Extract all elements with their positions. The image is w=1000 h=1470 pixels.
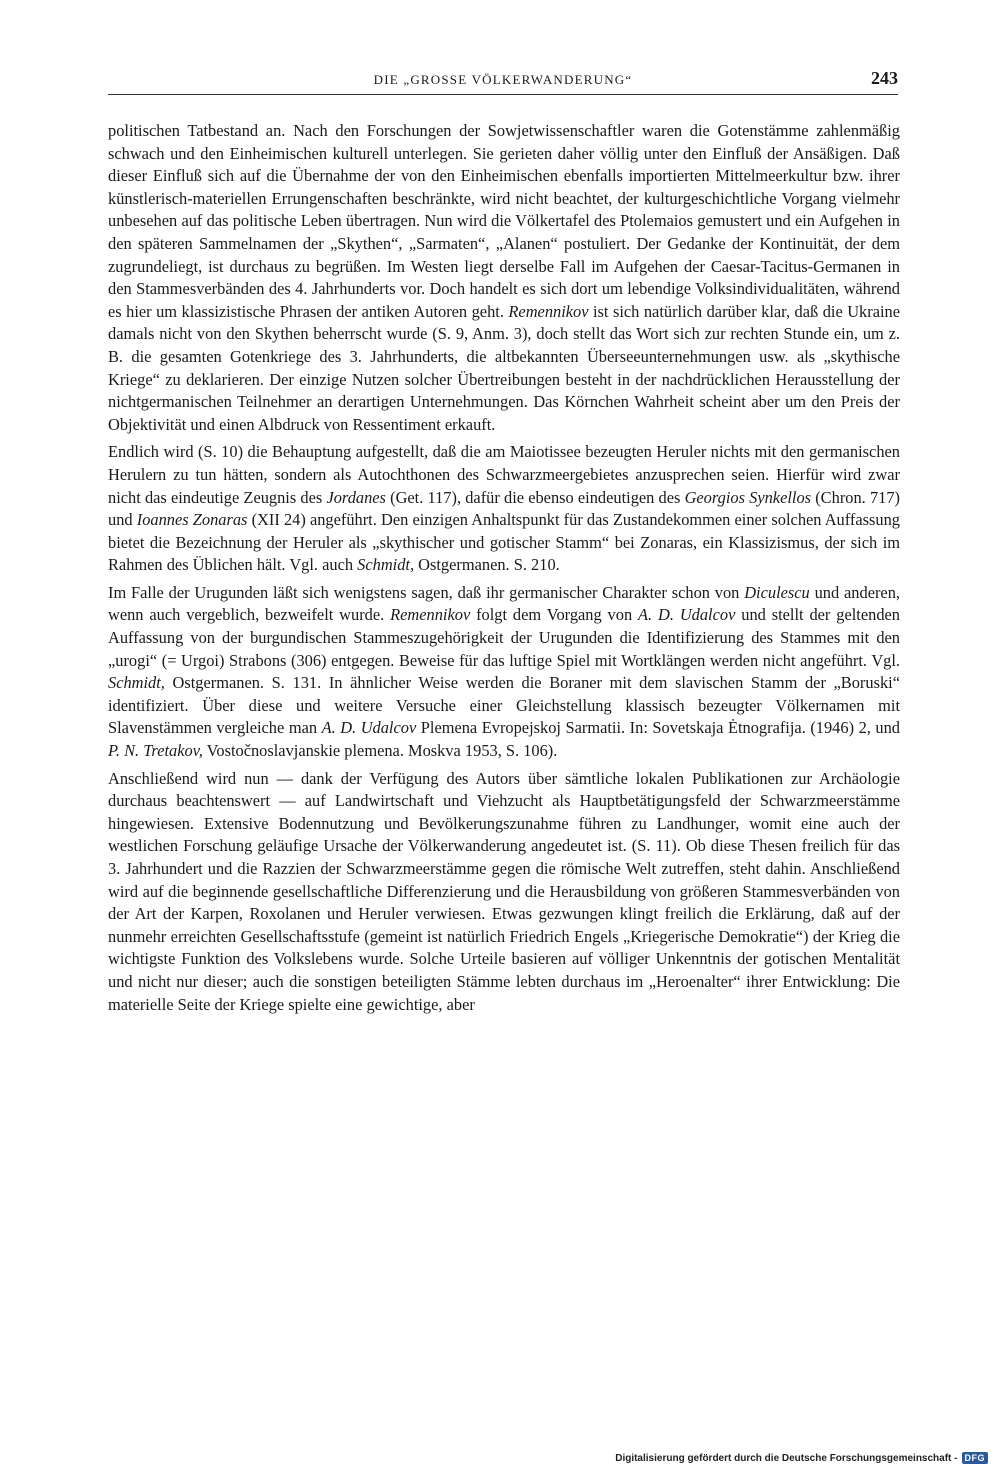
text-run: (XII 24) angeführt. Den einzigen Anhaltspunkt für das Zustandekommen einer solchen Auffassung bietet die Bezeichnung der Heruler als „skythischer und gotischer Stamm“ bei Zonaras, ein Klassizismus, der sich im Rahmen des Üblichen hält. Vgl. auch [108, 510, 900, 575]
body-text [108, 120, 900, 1021]
text-run: folgt dem Vorgang von [470, 605, 639, 625]
paragraph [108, 120, 900, 436]
text-run: (Chron. 717) und [108, 487, 900, 530]
text-run: Im Falle der Urugunden läßt sich wenigstens sagen, daß ihr germanischer Charakter schon von [108, 582, 745, 602]
paragraph [108, 582, 900, 763]
italic-name: Ioannes Zonaras [136, 510, 248, 530]
text-run: Plemena Evropejskoj Sarmatii. In: Sovetskaja Ėtnografija. (1946) 2, und [416, 718, 900, 738]
digitization-credit [615, 1450, 988, 1466]
running-title: DIE „GROSSE VÖLKERWANDERUNG“ [373, 72, 633, 87]
italic-name: Jordanes [326, 487, 386, 507]
italic-name: Schmidt, [357, 555, 415, 575]
credit-text: Digitalisierung gefördert durch die Deutsche Forschungsgemeinschaft - [615, 1452, 958, 1464]
text-run: Vostočnoslavjanskie plemena. Moskva 1953, S. 106). [202, 741, 558, 761]
text-run: und stellt der geltenden Auffassung von der burgundischen Stammeszugehörigkeit der Urugunden die Identifizierung des Stammes mit den „urogi“ (= Urgoi) Strabons (306) entgegen. Beweise für das luftige Spiel mit Wortklängen werden nicht angeführt. Vgl. [108, 605, 900, 670]
italic-name: Remennikov [508, 301, 589, 321]
page-header [108, 70, 898, 95]
text-run: politischen Tatbestand an. Nach den Forschungen der Sowjetwissenschaftler waren die Gotenstämme zahlenmäßig schwach und den Einheimischen kulturell unterlegen. Sie gerieten daher völlig unter den Einfluß der Ansäßigen. Daß dieser Einfluß sich auf die Übernahme der von den Einheimischen ebenfalls importierten Mittelmeerkultur bzw. ihrer künstlerisch-materiellen Errungenschaften beschränkte, wird nicht beachtet, der kulturgeschichtliche Vorgang vielmehr unbesehen auf das politische Leben übertragen. Nun wird die Völkertafel des Ptolemaios gemustert und ein Aufgehen in den späteren Sammelnamen der „Skythen“, „Sarmaten“, „Alanen“ postuliert. Der Gedanke der Kontinuität, der dem zugrundeliegt, ist durchaus zu begrüßen. Im Westen liegt derselbe Fall im Aufgehen der Caesar-Tacitus-Germanen in den Stammesverbänden des 4. Jahrhunderts vor. Doch handelt es sich dort um lebendige Volksindividualitäten, während es hier um klassizistische Phrasen der antiken Autoren geht. [108, 121, 900, 321]
italic-name: Schmidt, [108, 673, 165, 693]
text-run: Endlich wird (S. 10) die Behauptung aufgestellt, daß die am Maiotissee bezeugten Heruler nichts mit den germanischen Herulern zu tun hätten, sondern als Autochthonen des Schwarzmeergebietes anzusprechen seien. Hierfür wird zwar nicht das eindeutige Zeugnis des [108, 442, 900, 507]
paragraph [108, 768, 900, 1017]
italic-name: Diculescu [744, 582, 810, 602]
italic-name: P. N. Tretakov, [108, 741, 203, 761]
text-run: und anderen, wenn auch vergeblich, bezweifelt wurde. [108, 582, 900, 625]
paragraph [108, 441, 900, 577]
text-run: ist sich natürlich darüber klar, daß die Ukraine damals nicht von den Skythen beherrscht wurde (S. 9, Anm. 3), doch stellt das Wort sich zur rechten Stunde ein, um z. B. die gesamten Gotenkriege des 3. Jahrhunderts, die altbekannten Überseeunternehmungen usw. als „skythische Kriege“ zu deklarieren. Der einzige Nutzen solcher Übertreibungen besteht in der nachdrücklichen Herausstellung der nichtgermanischen Teilnehmer an derartigen Unternehmungen. Das Körnchen Wahrheit scheint aber um den Preis der Objektivität und einen Albdruck von Ressentiment erkauft. [108, 301, 900, 434]
italic-name: A. D. Udalcov [638, 605, 736, 625]
page-number: 243 [871, 68, 898, 88]
text-run: (Get. 117), dafür die ebenso eindeutigen des [385, 487, 685, 507]
text-run: Ostgermanen. S. 210. [414, 555, 560, 575]
dfg-logo: DFG [962, 1452, 989, 1464]
italic-name: Remennikov [390, 605, 471, 625]
text-run: Ostgermanen. S. 131. In ähnlicher Weise werden die Boraner mit dem slavischen Stamm der „Boruski“ identifiziert. Über diese und weitere Versuche einer Gleichstellung klassisch bezeugter Völkernamen mit Slavenstämmen vergleiche man [108, 673, 900, 738]
italic-name: Georgios Synkellos [684, 487, 812, 507]
italic-name: A. D. Udalcov [321, 718, 417, 738]
text-run: Anschließend wird nun — dank der Verfügung des Autors über sämtliche lokalen Publikationen zur Archäologie durchaus beachtenswert — auf Landwirtschaft und Viehzucht als Hauptbetätigungsfeld der Schwarzmeerstämme hingewiesen. Extensive Bodennutzung und Bevölkerungszunahme führen zu Landhunger, womit eine auch der westlichen Forschung geläufige Ursache der Völkerwanderung angedeutet ist. (S. 11). Ob diese Thesen freilich für das 3. Jahrhundert und die Razzien der Schwarzmeerstämme gegen die römische Welt zutreffen, steht dahin. Anschließend wird auf die beginnende gesellschaftliche Differenzierung und die Herausbildung von größeren Stammesverbänden von der Art der Karpen, Roxolanen und Heruler verwiesen. Etwas gezwungen klingt freilich die Erklärung, daß auf der nunmehr erreichten Gesellschaftsstufe (gemeint ist natürlich Friedrich Engels „Kriegerische Demokratie“) der Krieg die wichtigste Funktion des Volkslebens wurde. Solche Urteile basieren auf völliger Unkenntnis der gotischen Mentalität und nicht nur dieser; auch die sonstigen beteiligten Stämme lebten durchaus im „Heroenalter“ ihrer Entwicklung: Die materielle Seite der Kriege spielte eine gewichtige, aber [108, 768, 900, 1014]
